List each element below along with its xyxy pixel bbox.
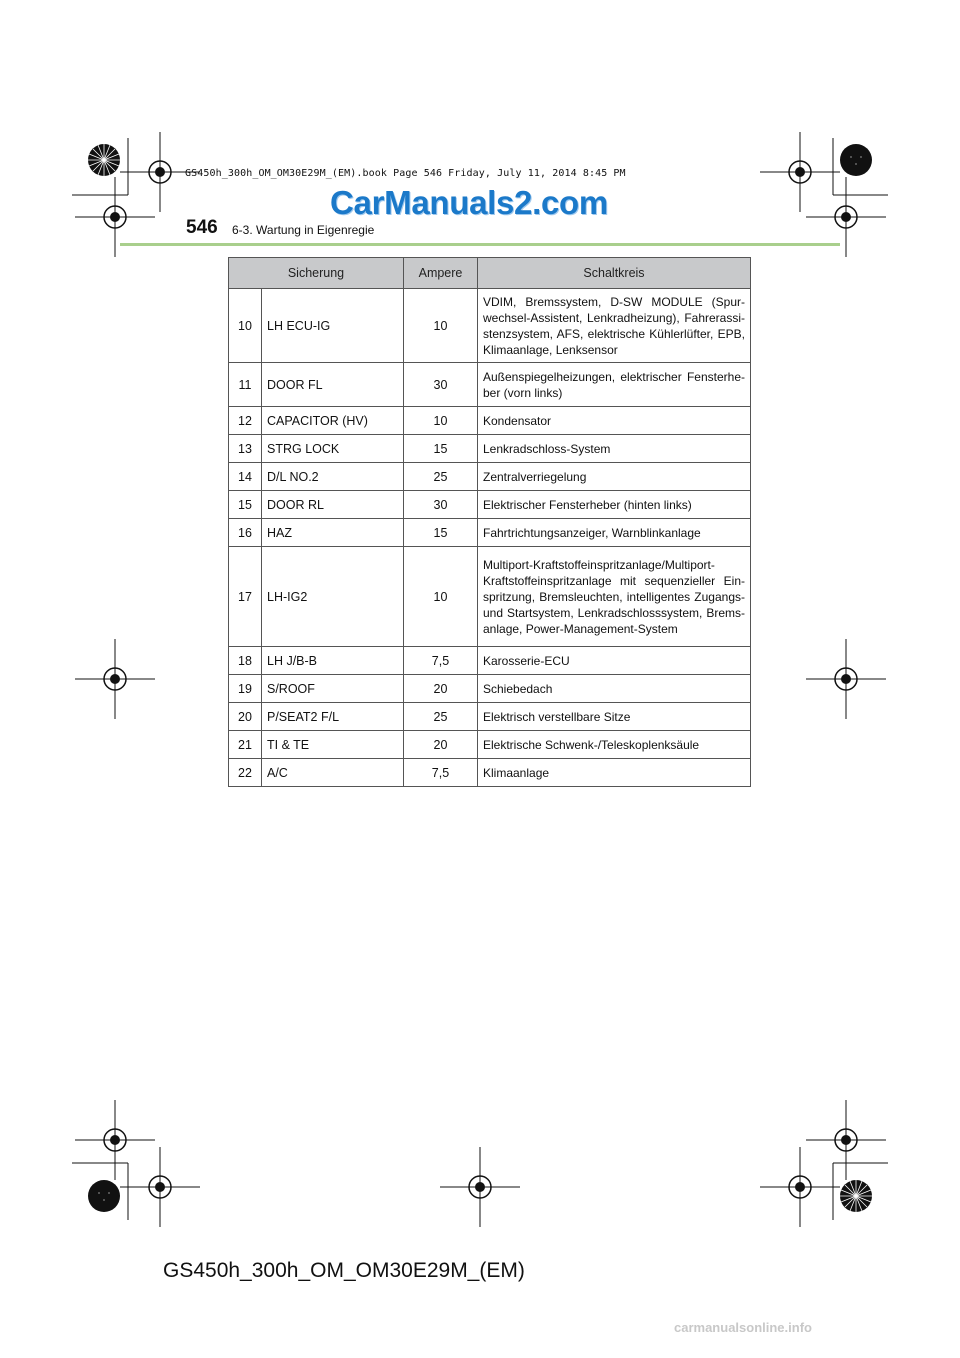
fuse-circuit: Elektrische Schwenk-/Teleskoplenksäule [478,731,751,759]
watermark-logo: CarManuals2.com [330,184,608,221]
fuse-name: DOOR FL [262,363,404,407]
fuse-name: CAPACITOR (HV) [262,407,404,435]
fuse-circuit: Karosserie-ECU [478,647,751,675]
fuse-ampere: 7,5 [404,759,478,787]
table-row [229,703,751,731]
table-row [229,435,751,463]
fuse-number: 18 [229,647,262,675]
fuse-circuit: Klimaanlage [478,759,751,787]
table-row [229,647,751,675]
table-row [229,675,751,703]
book-file-line: GS450h_300h_OM_OM30E29M_(EM).book Page 546 Friday, July 11, 2014 8:45 PM [185,168,626,179]
fuse-ampere: 15 [404,435,478,463]
fuse-number: 20 [229,703,262,731]
fuse-circuit: Schiebedach [478,675,751,703]
fuse-name: TI & TE [262,731,404,759]
fuse-ampere: 20 [404,731,478,759]
fuse-name: A/C [262,759,404,787]
table-row [229,547,751,647]
fuse-ampere: 30 [404,363,478,407]
page-number: 546 [186,217,218,238]
fuse-number: 12 [229,407,262,435]
fuse-name: D/L NO.2 [262,463,404,491]
header-rule [120,243,840,246]
fuse-name: P/SEAT2 F/L [262,703,404,731]
fuse-number: 10 [229,289,262,363]
table-row [229,491,751,519]
header-ampere: Ampere [404,258,478,289]
fuse-circuit: Elektrischer Fensterheber (hinten links) [478,491,751,519]
table-row [229,407,751,435]
header-schaltkreis: Schaltkreis [478,258,751,289]
table-row [229,519,751,547]
header-sicherung: Sicherung [229,258,404,289]
fuse-name: LH ECU-IG [262,289,404,363]
section-title: 6-3. Wartung in Eigenregie [232,223,375,237]
footer-doc-code: GS450h_300h_OM_OM30E29M_(EM) [163,1259,525,1282]
fuse-circuit: Lenkradschloss-System [478,435,751,463]
table-row [229,289,751,363]
fuse-ampere: 10 [404,289,478,363]
fuse-circuit: Zentralverriegelung [478,463,751,491]
fuse-circuit: Elektrisch verstellbare Sitze [478,703,751,731]
fuse-ampere: 25 [404,703,478,731]
fuse-number: 19 [229,675,262,703]
fuse-circuit: VDIM, Bremssystem, D-SW MODULE (Spur-wechsel-Assistent, Lenkradheizung), Fahrerassi-stenzsystem, AFS, elektrische Kühlerlüfter, EPB, Klimaanlage, Lenksensor [478,289,751,363]
fuse-name: LH J/B-B [262,647,404,675]
fuse-number: 14 [229,463,262,491]
table-row [229,731,751,759]
footer-watermark: carmanualsonline.info [674,1320,812,1335]
fuse-name: DOOR RL [262,491,404,519]
fuse-number: 17 [229,547,262,647]
fuse-name: S/ROOF [262,675,404,703]
fuse-number: 21 [229,731,262,759]
fuse-name: HAZ [262,519,404,547]
table-row [229,759,751,787]
fuse-circuit: Fahrtrichtungsanzeiger, Warnblinkanlage [478,519,751,547]
fuse-number: 15 [229,491,262,519]
fuse-name: STRG LOCK [262,435,404,463]
fuse-number: 22 [229,759,262,787]
fuse-ampere: 15 [404,519,478,547]
fuse-table [228,257,751,787]
table-row [229,463,751,491]
fuse-circuit: Außenspiegelheizungen, elektrischer Fensterhe-ber (vorn links) [478,363,751,407]
fuse-ampere: 10 [404,547,478,647]
fuse-name: LH-IG2 [262,547,404,647]
fuse-ampere: 30 [404,491,478,519]
fuse-number: 16 [229,519,262,547]
table-header-row [229,258,751,289]
fuse-ampere: 7,5 [404,647,478,675]
fuse-ampere: 20 [404,675,478,703]
fuse-circuit: Multiport-Kraftstoffeinspritzanlage/Multiport-Kraftstoffeinspritzanlage mit sequenzieller Ein-spritzung, Bremsleuchten, intelligentes Zugangs- und Startsystem, Lenkradschlosssystem, Brems-anlage, Power-Management-System [478,547,751,647]
fuse-number: 13 [229,435,262,463]
fuse-number: 11 [229,363,262,407]
table-row [229,363,751,407]
fuse-circuit: Kondensator [478,407,751,435]
fuse-ampere: 10 [404,407,478,435]
fuse-ampere: 25 [404,463,478,491]
